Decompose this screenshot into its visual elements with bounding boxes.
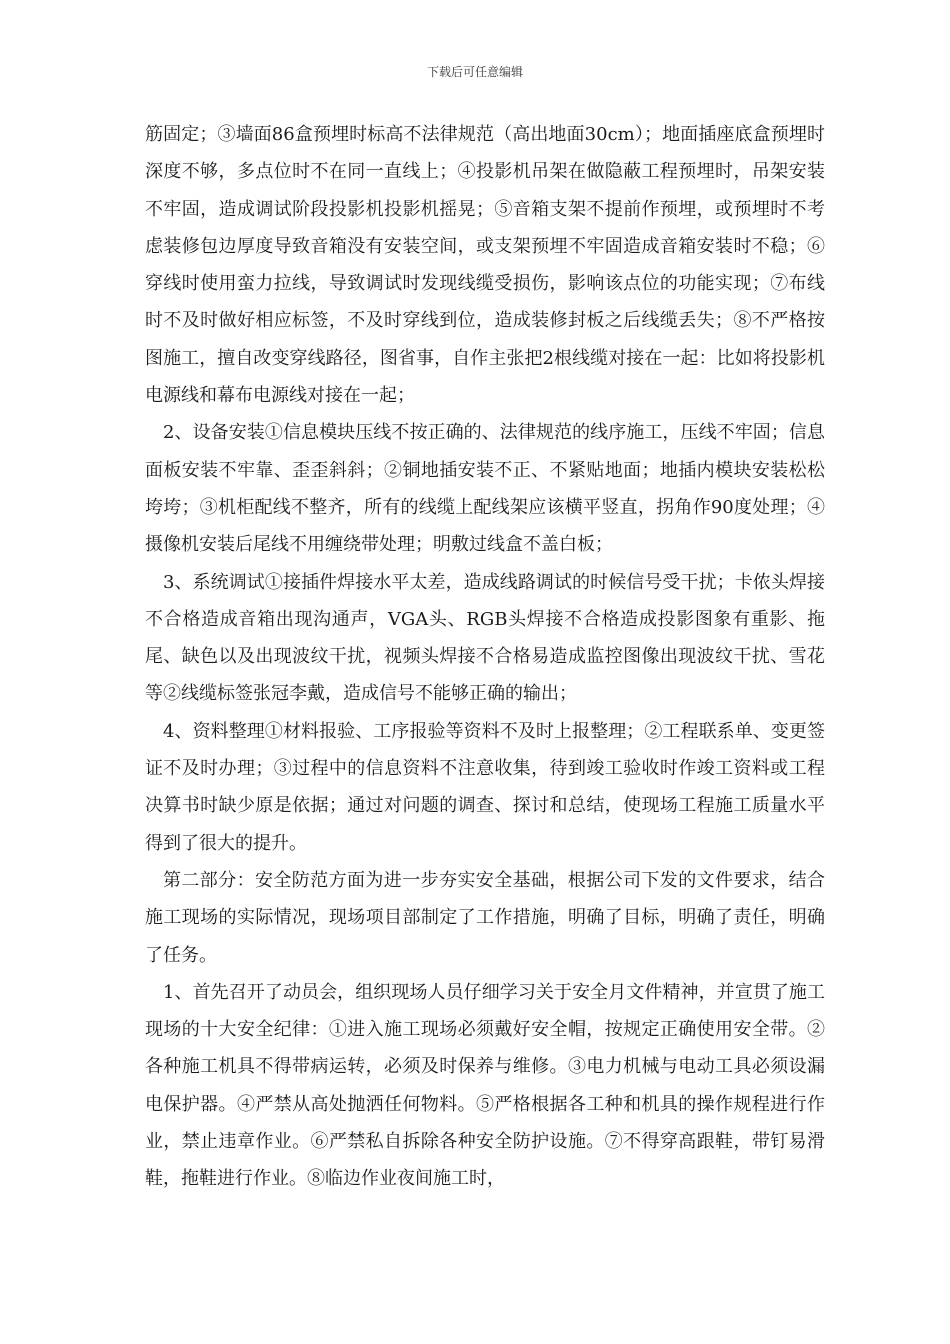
paragraph-system-debugging: 3、系统调试①接插件焊接水平太差，造成线路调试的时候信号受干扰；卡侬头焊接不合格造成音箱出现沟通声，VGA头、RGB头焊接不合格造成投影图象有重影、拖尾、缺色以及出现波纹干扰，视频头焊接不合格易造成监控图像出现波纹干扰、雪花等②线缆标签张冠李戴，造成信号不能够正确的输出； — [145, 571, 825, 705]
paragraph-construction-issues: 筋固定；③墙面86盒预埋时标高不法律规范（高出地面30cm）；地面插座底盒预埋时深度不够，多点位时不在同一直线上；④投影机吊架在做隐蔽工程预埋时，吊架安装不牢固，造成调试阶段投影机投影机摇晃；⑤音箱支架不提前作预埋，或预埋时不考虑装修包边厚度导致音箱没有安装空间，或支架预埋不牢固造成音箱安装时不稳；⑥穿线时使用蛮力拉线，导致调试时发现线缆受损伤，影响该点位的功能实现；⑦布线时不及时做好相应标签，不及时穿线到位，造成装修封板之后线缆丢失；⑧不严格按图施工，擅自改变穿线路径，图省事，自作主张把2根线缆对接在一起：比如将投影机电源线和幕布电源线对接在一起； — [145, 124, 825, 407]
paragraph-document-organization: 4、资料整理①材料报验、工序报验等资料不及时上报整理；②工程联系单、变更签证不及时办理；③过程中的信息资料不注意收集，待到竣工验收时作竣工资料或工程决算书时缺少原是依据；通过对问题的调查、探讨和总结，使现场工程施工质量水平得到了很大的提升。 — [145, 720, 825, 854]
paragraph-safety-section: 第二部分：安全防范方面为进一步夯实安全基础，根据公司下发的文件要求，结合施工现场的实际情况，现场项目部制定了工作措施，明确了目标，明确了责任，明确了任务。 — [145, 869, 825, 966]
paragraph-equipment-installation: 2、设备安装①信息模块压线不按正确的、法律规范的线序施工，压线不牢固；信息面板安装不牢靠、歪歪斜斜；②铜地插安装不正、不紧贴地面；地插内模块安装松松垮垮；③机柜配线不整齐，所有的线缆上配线架应该横平竖直，拐角作90度处理；④摄像机安装后尾线不用缠绕带处理；明敷过线盒不盖白板； — [145, 422, 825, 556]
page-header: 下载后可任意编辑 — [426, 65, 523, 79]
document-body — [145, 116, 825, 1198]
paragraph-safety-meeting: 1、首先召开了动员会，组织现场人员仔细学习关于安全月文件精神，并宣贯了施工现场的十大安全纪律：①进入施工现场必须戴好安全帽，按规定正确使用安全带。②各种施工机具不得带病运转，必须及时保养与维修。③电力机械与电动工具必须设漏电保护器。④严禁从高处抛洒任何物料。⑤严格根据各工种和机具的操作规程进行作业，禁止违章作业。⑥严禁私自拆除各种安全防护设施。⑦不得穿高跟鞋，带钉易滑鞋，拖鞋进行作业。⑧临边作业夜间施工时， — [145, 981, 825, 1190]
